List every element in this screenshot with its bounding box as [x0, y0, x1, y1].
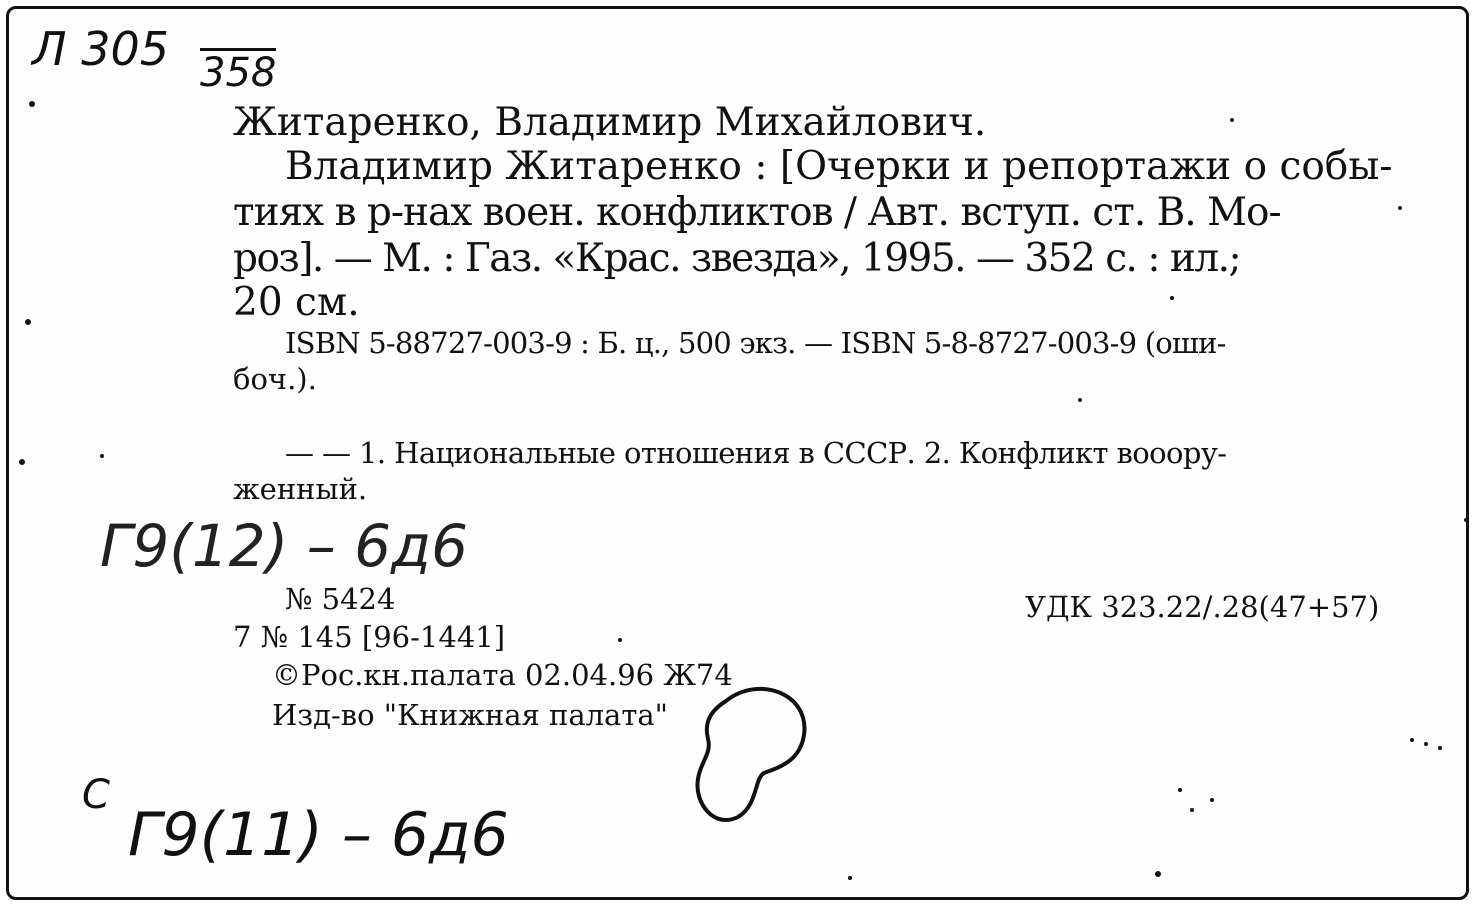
- isbn-line-1: ISBN 5-88727-003-9 : Б. ц., 500 экз. — ISBN 5-8-8727-003-9 (оши-: [285, 326, 1226, 360]
- subject-line-1: — — 1. Национальные отношения в СССР. 2. Конфликт вооору-: [285, 436, 1227, 470]
- description-line-1: Владимир Житаренко : [Очерки и репортажи о собы-: [285, 144, 1393, 189]
- registration-number: № 5424: [285, 582, 396, 616]
- handwritten-class-code-bottom: Г9(11) – 6д6: [128, 800, 509, 870]
- description-line-3: роз]. — М. : Газ. «Крас. звезда», 1995. — 352 с. : ил.;: [233, 236, 1241, 281]
- handwritten-prefix: С: [82, 772, 110, 818]
- description-line-2: тиях в р-нах воен. конфликтов / Авт. вступ. ст. В. Мо-: [233, 190, 1281, 235]
- subject-line-2: женный.: [233, 472, 368, 506]
- card-number: 7 № 145 [96-1441]: [233, 620, 506, 654]
- handwritten-call-number: Л 305: [32, 22, 170, 76]
- udk-code: УДК 323.22/.28(47+57): [1025, 590, 1380, 624]
- copyright-line: ©Рос.кн.палата 02.04.96 Ж74: [272, 658, 733, 692]
- isbn-line-2: боч.).: [233, 362, 317, 396]
- round-stamp-icon: [688, 683, 810, 823]
- publisher-line: Изд-во "Книжная палата": [272, 698, 669, 732]
- handwritten-class-code: Г9(12) – 6д6: [100, 512, 469, 580]
- author-heading: Житаренко, Владимир Михайлович.: [233, 100, 987, 145]
- handwritten-call-number-sub: 358: [200, 50, 277, 96]
- description-line-4: 20 см.: [233, 280, 360, 325]
